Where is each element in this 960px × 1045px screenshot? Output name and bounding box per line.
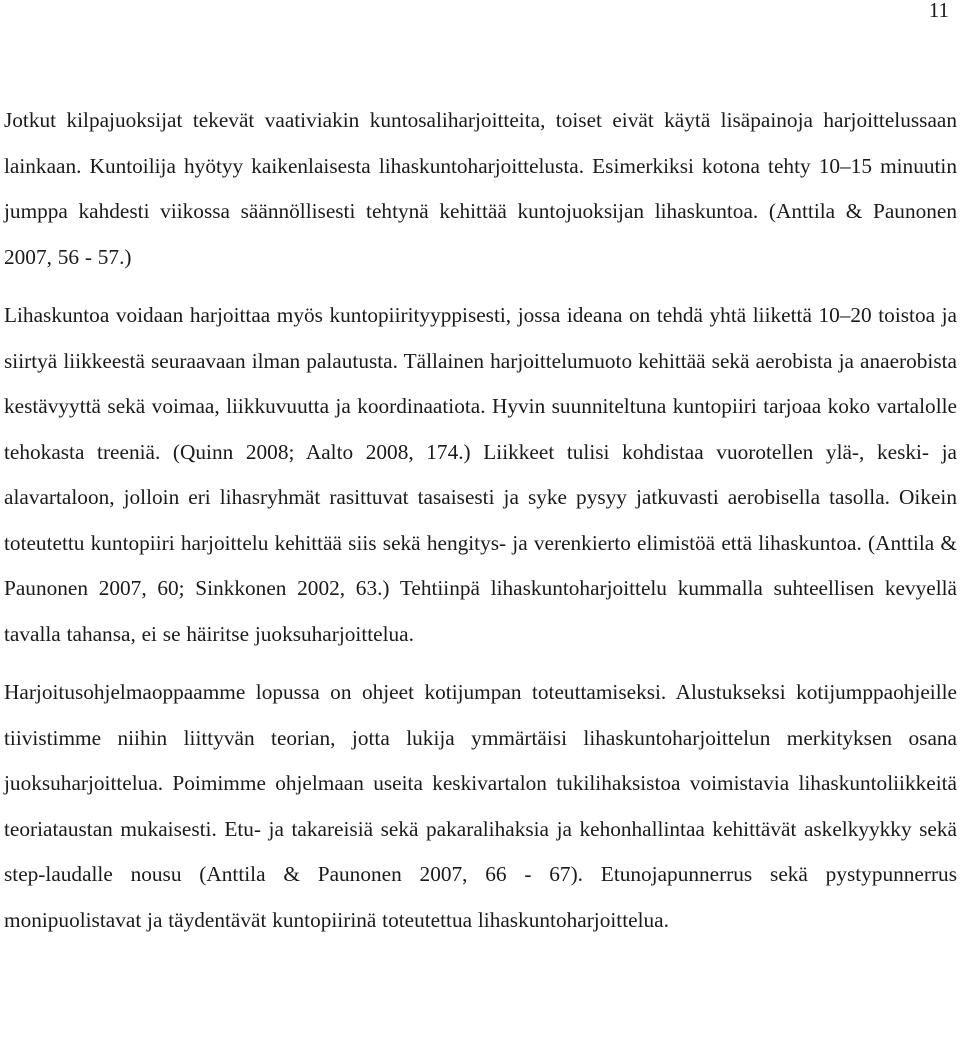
document-body — [4, 98, 957, 943]
paragraph: Jotkut kilpajuoksijat tekevät vaativiakin kuntosaliharjoitteita, toiset eivät käytä lisäpainoja harjoittelussaan lainkaan. Kuntoilija hyötyy kaikenlaisesta lihaskuntoharjoittelusta. Esimerkiksi kotona tehty 10–15 minuutin jumppa kahdesti viikossa säännöllisesti tehtynä kehittää kuntojuoksijan lihaskuntoa. (Anttila & Paunonen 2007, 56 - 57.) — [4, 108, 957, 269]
paragraph: Harjoitusohjelmaoppaamme lopussa on ohjeet kotijumpan toteuttamiseksi. Alustukseksi kotijumppaohjeille tiivistimme niihin liittyvän teorian, jotta lukija ymmärtäisi lihaskuntoharjoittelun merkityksen osana juoksuharjoittelua. Poimimme ohjelmaan useita keskivartalon tukilihaksistoa voimistavia lihaskuntoliikkeitä teoriataustan mukaisesti. Etu- ja takareisiä sekä pakaralihaksia ja kehonhallintaa kehittävät askelkyykky sekä step-laudalle nousu (Anttila & Paunonen 2007, 66 - 67). Etunojapunnerrus sekä pystypunnerrus monipuolistavat ja täydentävät kuntopiirinä toteutettua lihaskuntoharjoittelua. — [4, 680, 957, 932]
paragraph: Lihaskuntoa voidaan harjoittaa myös kuntopiirityyppisesti, jossa ideana on tehdä yhtä liikettä 10–20 toistoa ja siirtyä liikkeestä seuraavaan ilman palautusta. Tällainen harjoittelumuoto kehittää sekä aerobista ja anaerobista kestävyyttä sekä voimaa, liikkuvuutta ja koordinaatiota. Hyvin suunniteltuna kuntopiiri tarjoaa koko vartalolle tehokasta treeniä. (Quinn 2008; Aalto 2008, 174.) Liikkeet tulisi kohdistaa vuorotellen ylä-, keski- ja alavartaloon, jolloin eri lihasryhmät rasittuvat tasaisesti ja syke pysyy jatkuvasti aerobisella tasolla. Oikein toteutettu kuntopiiri harjoittelu kehittää siis sekä hengitys- ja verenkierto elimistöä että lihaskuntoa. (Anttila & Paunonen 2007, 60; Sinkkonen 2002, 63.) Tehtiinpä lihaskuntoharjoittelu kummalla suhteellisen kevyellä tavalla tahansa, ei se häiritse juoksuharjoittelua. — [4, 303, 957, 646]
page-number: 11 — [928, 0, 949, 22]
